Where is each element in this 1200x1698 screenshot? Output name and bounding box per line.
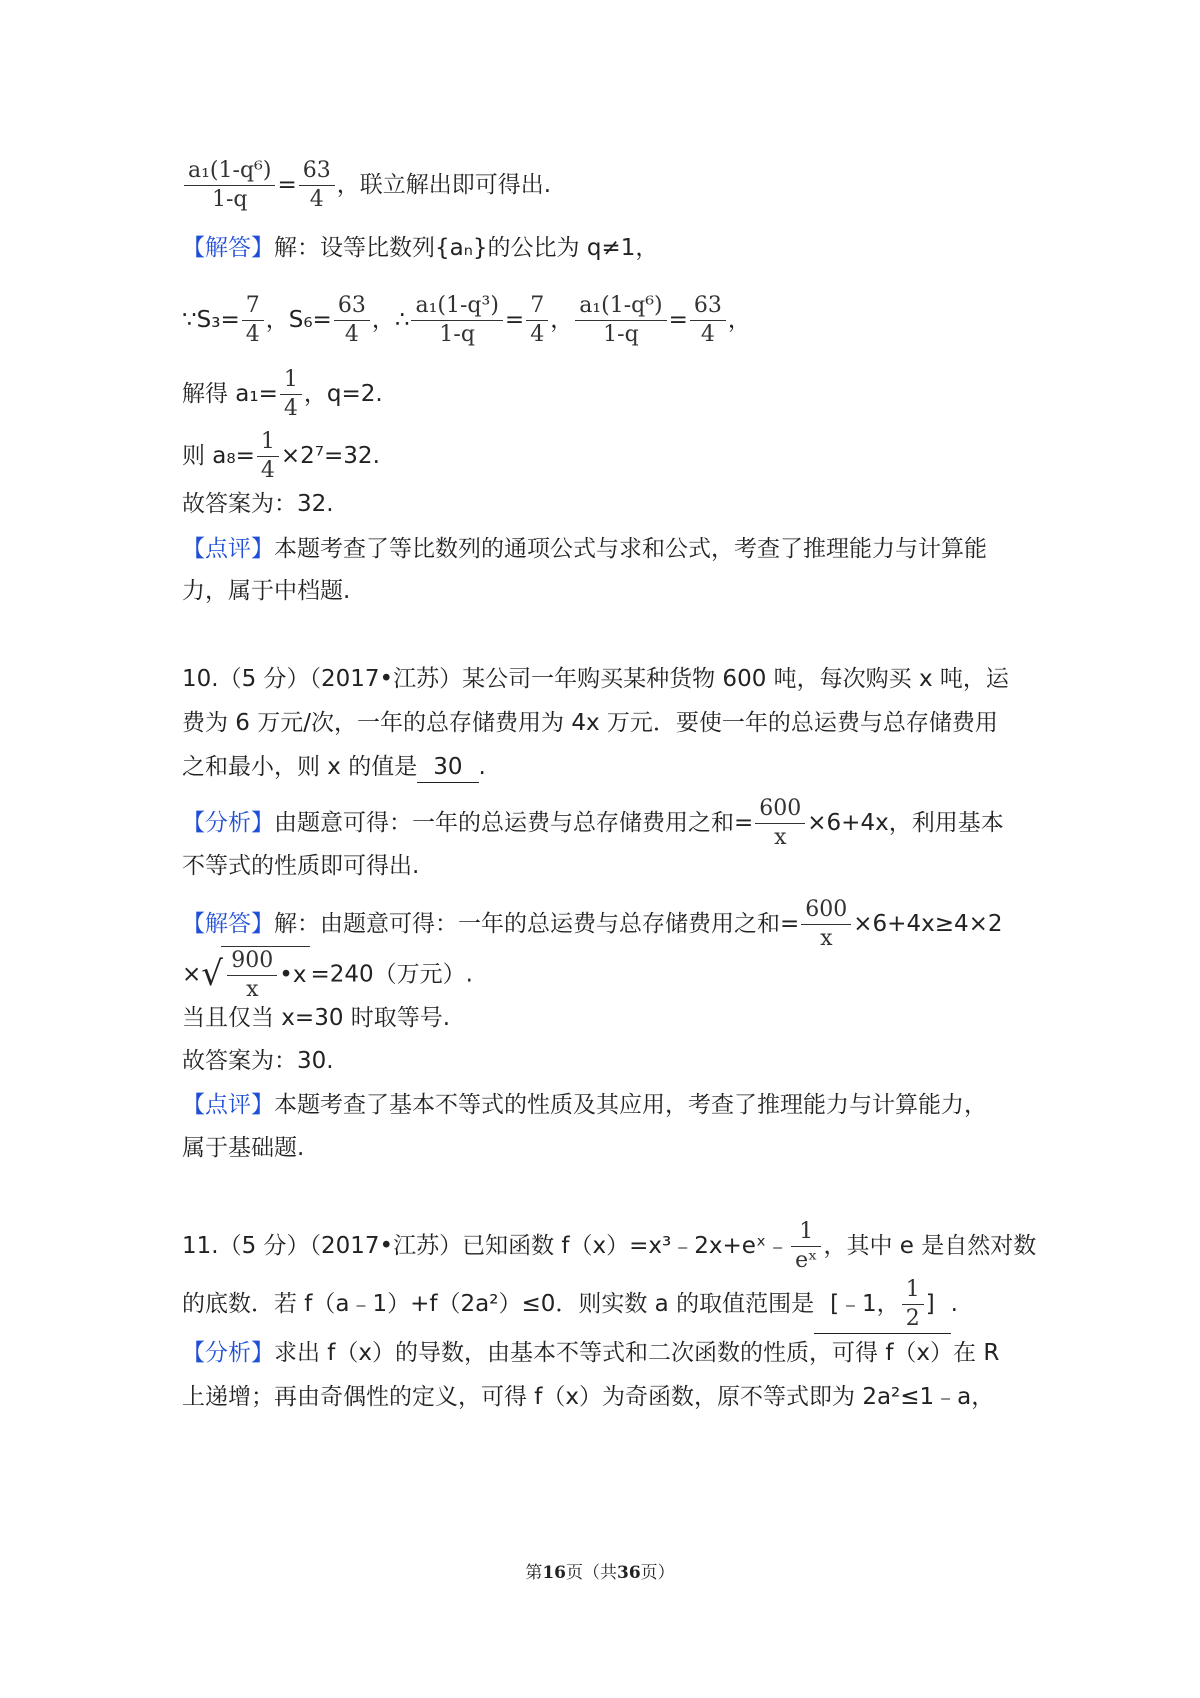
answer-blank: [﹣1， $\frac{1}{2}$ ] (814, 1276, 951, 1334)
question-11-line2: 的底数．若 f（a﹣1）+f（2a²）≤0．则实数 a 的取值范围是 [﹣1， $\frac{1}{2}$ ] . (182, 1276, 958, 1334)
fraction: $\frac{900}{x}$ (227, 947, 277, 1004)
solution-tag: 【解答】 (182, 235, 274, 261)
fraction: $\frac{\text{a₁(1-q⁶)}}{1-q}$ (184, 157, 275, 214)
analysis: 【分析】求出 f（x）的导数，由基本不等式和二次函数的性质，可得 f（x）在 R (182, 1340, 1000, 1366)
question-10-line1: 10.（5 分）（2017•江苏）某公司一年购买某种货物 600 吨，每次购买 x 吨，运 (182, 666, 1009, 692)
analysis-cont: 上递增；再由奇偶性的定义，可得 f（x）为奇函数，原不等式即为 2a²≤1﹣a， (182, 1384, 995, 1410)
fraction: $\frac{63}{4}$ (334, 292, 370, 349)
comment: 【点评】本题考查了基本不等式的性质及其应用，考查了推理能力与计算能力， (182, 1092, 987, 1118)
fraction: $\frac{1}{2}$ (902, 1276, 924, 1333)
solution-a8: 则 a₈= $\frac{1}{4}$ ×2⁷=32. (182, 429, 380, 483)
square-root: √ $\frac{900}{x}$ •x (201, 946, 310, 1004)
answer-blank: 30 (417, 752, 478, 783)
analysis-tag: 【分析】 (182, 810, 274, 836)
page-footer: 第16页（共36页） (525, 1563, 675, 1583)
comment-cont: 属于基础题. (182, 1135, 305, 1161)
fraction: $\frac{1}{4}$ (280, 366, 302, 423)
equality-condition: 当且仅当 x=30 时取等号. (182, 1005, 451, 1031)
fraction: $\frac{\text{a₁(1-q³)}}{1-q}$ (411, 292, 502, 349)
fraction: $\frac{600}{x}$ (755, 795, 805, 852)
solution-sqrt: × √ $\frac{900}{x}$ •x =240（万元）. (182, 948, 473, 1002)
fraction: $\frac{1}{\text{eˣ}}$ (791, 1218, 821, 1275)
question-11-line1: 11.（5 分）（2017•江苏）已知函数 f（x）=x³﹣2x+eˣ﹣ $\frac{1}{\text{eˣ}}$ ，其中 e 是自然对数 (182, 1219, 1037, 1273)
solution-given: ∵S₃= $\frac{7}{4}$ ，S₆= $\frac{63}{4}$ ，∴ $\frac{\text{a₁(1-q³)}}{1-q}$ = $\frac{7}{4}$ ， $\frac{\text{a₁(1-q⁶)}}{1-q}$ = $\frac{63}{4}$ ， (182, 293, 751, 347)
comment-cont: 力，属于中档题. (182, 578, 351, 604)
fraction: $\frac{1}{4}$ (257, 428, 279, 485)
page-number: 16 (542, 1563, 566, 1583)
solution-tag: 【解答】 (182, 911, 274, 937)
total-pages: 36 (617, 1563, 641, 1583)
fraction: $\frac{600}{x}$ (801, 896, 851, 953)
answer: 故答案为：30. (182, 1048, 334, 1074)
analysis-tag: 【分析】 (182, 1340, 274, 1366)
fraction: $\frac{7}{4}$ (242, 292, 264, 349)
analysis-continuation: $\frac{\text{a₁(1-q⁶)}}{1-q}$ = $\frac{63}{4}$ ，联立解出即可得出. (182, 157, 551, 214)
question-10-line2: 费为 6 万元/次，一年的总存储费用为 4x 万元．要使一年的总运费与总存储费用 (182, 710, 998, 736)
fraction: $\frac{63}{4}$ (690, 292, 726, 349)
analysis: 【分析】由题意可得：一年的总运费与总存储费用之和= $\frac{600}{x}$ ×6+4x，利用基本 (182, 796, 1004, 850)
comment: 【点评】本题考查了等比数列的通项公式与求和公式，考查了推理能力与计算能 (182, 536, 987, 562)
fraction: $\frac{63}{4}$ (299, 157, 335, 214)
comment-tag: 【点评】 (182, 536, 274, 562)
comment-tag: 【点评】 (182, 1092, 274, 1118)
question-10-line3: 之和最小，则 x 的值是 30 . (182, 752, 486, 783)
solution-solve: 解得 a₁= $\frac{1}{4}$ ，q=2. (182, 367, 383, 421)
fraction: $\frac{7}{4}$ (526, 292, 548, 349)
fraction: $\frac{\text{a₁(1-q⁶)}}{1-q}$ (575, 292, 666, 349)
answer: 故答案为：32. (182, 491, 334, 517)
analysis-cont: 不等式的性质即可得出. (182, 853, 420, 879)
solution-intro: 【解答】解：设等比数列{aₙ}的公比为 q≠1， (182, 235, 659, 261)
solution: 【解答】解：由题意可得：一年的总运费与总存储费用之和= $\frac{600}{x}$ ×6+4x≥4×2 (182, 897, 1003, 951)
